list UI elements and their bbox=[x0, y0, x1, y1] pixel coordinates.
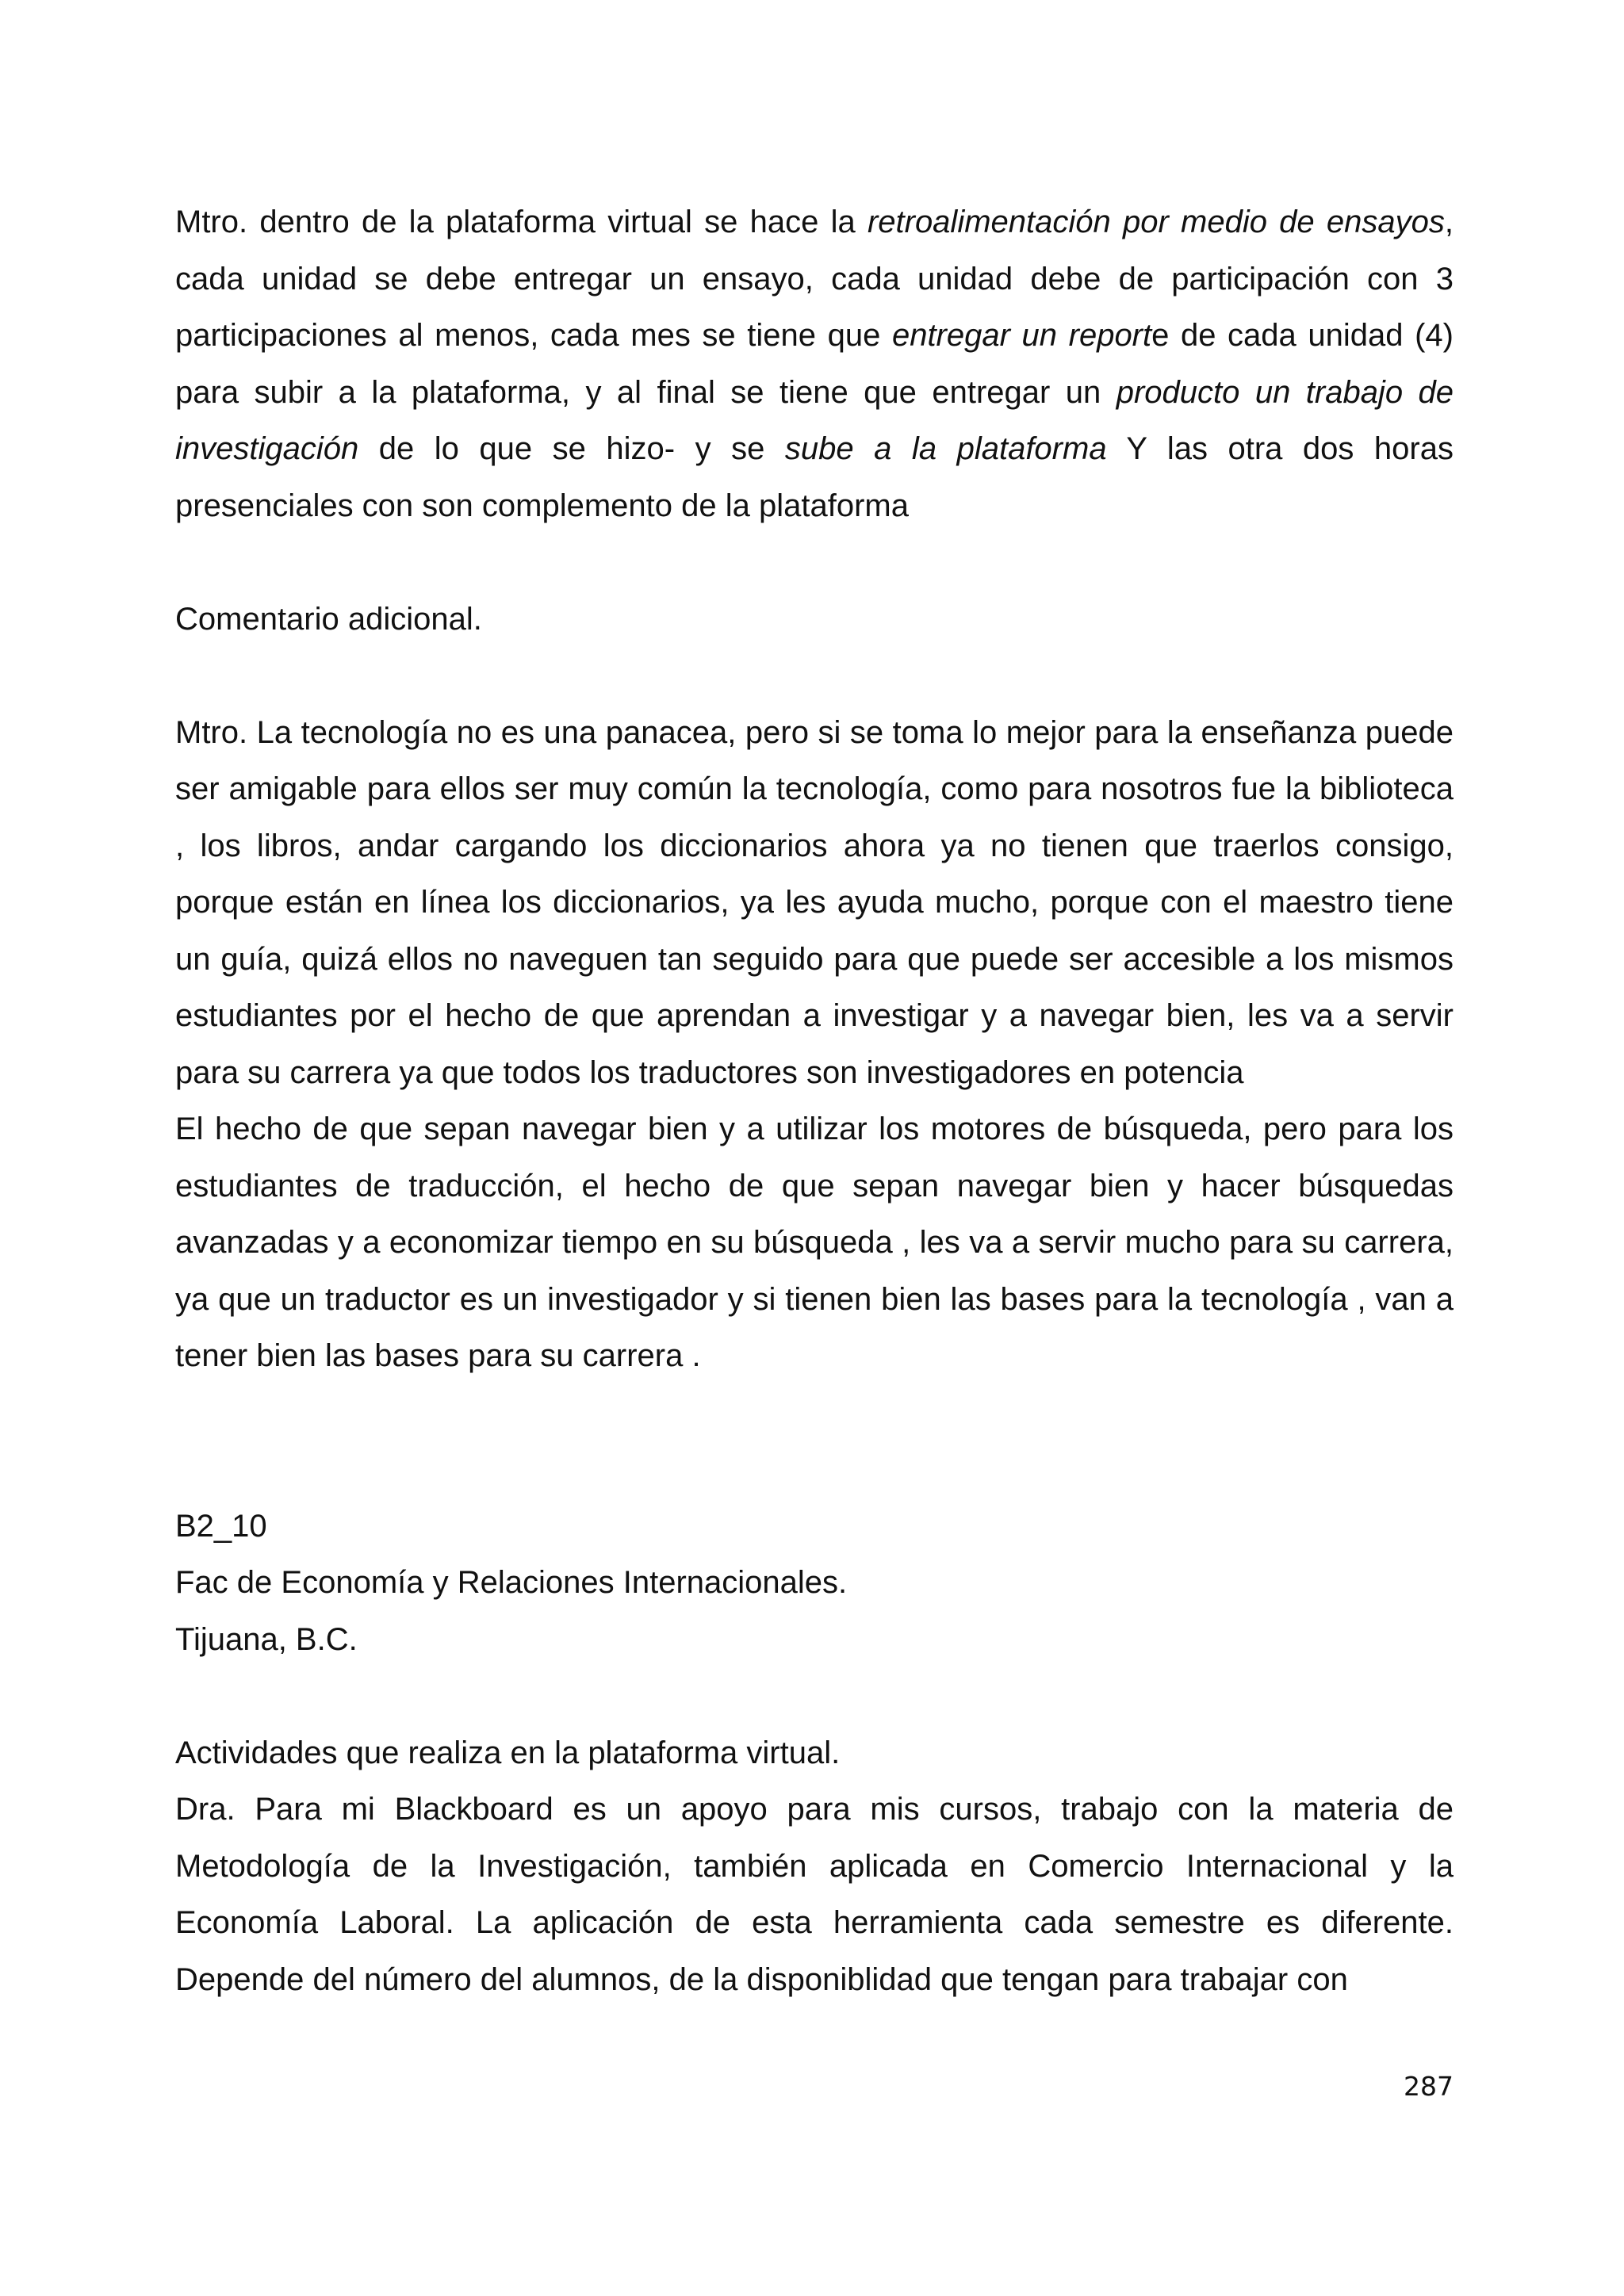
text-run: de lo que se hizo- y se bbox=[358, 431, 785, 466]
document-body bbox=[175, 194, 1454, 2008]
italic-phrase: sube a la plataforma bbox=[784, 431, 1107, 466]
comment-heading: Comentario adicional. bbox=[175, 601, 482, 637]
italic-phrase: producto un trabajo de investigación bbox=[175, 374, 1454, 466]
entry-code: B2_10 bbox=[175, 1508, 267, 1544]
activities-heading: Actividades que realiza en la plataforma virtual. bbox=[175, 1735, 841, 1770]
page-number: 287 bbox=[1404, 2071, 1454, 2102]
paragraph-blackboard: Dra. Para mi Blackboard es un apoyo para mis cursos, trabajo con la materia de Metodología de la Investigación, también aplicada en Comercio Internacional y la Economía Laboral. La aplicación de esta herramienta cada semestre es diferente. Depende del número del alumnos, de la disponiblidad que tengan para trabajar con bbox=[175, 1792, 1454, 1997]
text-run: , cada unidad se debe entregar un ensayo, cada unidad debe de participación con 3 participaciones al menos, cada mes se tiene que bbox=[175, 205, 1454, 353]
paragraph-search-skills: El hecho de que sepan navegar bien y a utilizar los motores de búsqueda, pero para los estudiantes de traducción, el hecho de que sepan navegar bien y hacer búsquedas avanzadas y a economizar tiempo en su búsqueda , les va a servir mucho para su carrera, ya que un traductor es un investigador y si tienen bien las bases para la tecnología , van a tener bien las bases para su carrera . bbox=[175, 1112, 1454, 1373]
italic-phrase: entregar un report bbox=[891, 318, 1152, 353]
text-run: e de cada unidad (4) para subir a la plataforma, y al final se tiene que entregar un bbox=[175, 318, 1454, 410]
text-run: Y las otra dos horas presenciales con son complemento de la plataforma bbox=[175, 431, 1454, 523]
entry-faculty: Fac de Economía y Relaciones Internacionales. bbox=[175, 1565, 848, 1600]
text-run: Mtro. dentro de la plataforma virtual se hace la bbox=[175, 205, 868, 239]
paragraph-platform-feedback bbox=[175, 194, 1454, 534]
italic-phrase: retroalimentación por medio de ensayos bbox=[867, 205, 1445, 239]
entry-city: Tijuana, B.C. bbox=[175, 1621, 358, 1657]
paragraph-technology: Mtro. La tecnología no es una panacea, pero si se toma lo mejor para la enseñanza puede ser amigable para ellos ser muy común la tecnología, como para nosotros fue la biblioteca , los libros, andar cargando los diccionarios ahora ya no tienen que traerlos consigo, porque están en línea los diccionarios, ya les ayuda mucho, porque con el maestro tiene un guía, quizá ellos no naveguen tan seguido para que puede ser accesible a los mismos estudiantes por el hecho de que aprendan a investigar y a navegar bien, les va a servir para su carrera ya que todos los traductores son investigadores en potencia bbox=[175, 714, 1454, 1090]
